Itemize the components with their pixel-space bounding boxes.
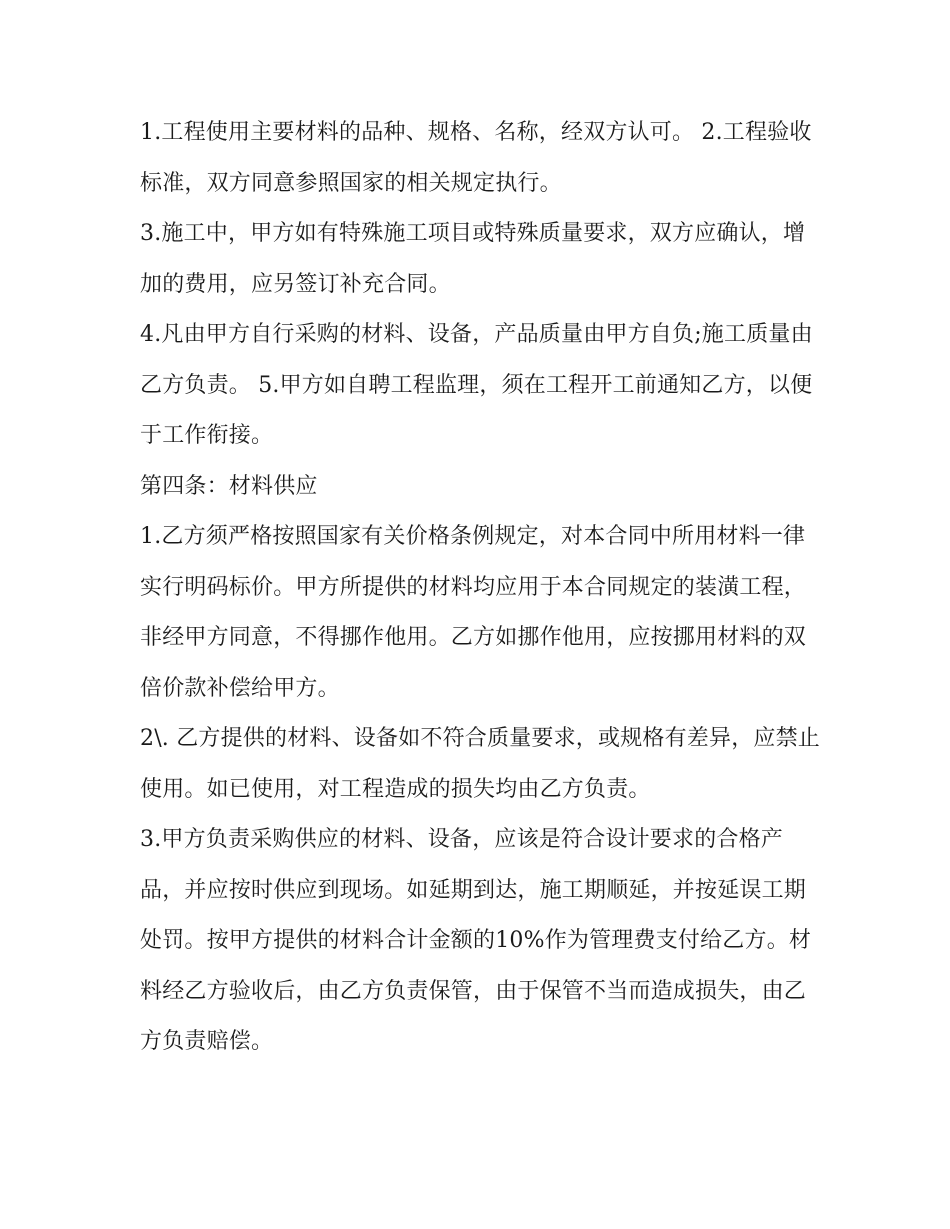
paragraph-clause-4-item-3: 3.甲方负责采购供应的材料、设备，应该是符合设计要求的合格产品，并应按时供应到现场。如延期到达，施工期顺延，并按延误工期处罚。按甲方提供的材料合计金额的10%作为管理费支付给乙方。材料经乙方验收后，由乙方负责保管，由于保管不当而造成损失，由乙方负责赔偿。	[140, 827, 812, 1054]
section-heading-article-4: 第四条：材料供应	[140, 473, 318, 499]
document-body	[140, 108, 820, 1068]
paragraph-clause-3-item-3: 3.施工中，甲方如有特殊施工项目或特殊质量要求，双方应确认，增加的费用，应另签订补充合同。	[140, 221, 806, 297]
paragraph-clause-4-item-1: 1.乙方须严格按照国家有关价格条例规定，对本合同中所用材料一律实行明码标价。甲方所提供的材料均应用于本合同规定的装潢工程，非经甲方同意，不得挪作他用。乙方如挪作他用，应按挪用材料的双倍价款补偿给甲方。	[140, 524, 807, 701]
paragraph-clause-4-item-2: 2\. 乙方提供的材料、设备如不符合质量要求，或规格有差异，应禁止使用。如已使用，对工程造成的损失均由乙方负责。	[140, 726, 820, 802]
paragraph-clause-3-items-1-2: 1.工程使用主要材料的品种、规格、名称，经双方认可。 2.工程验收标准，双方同意参照国家的相关规定执行。	[140, 120, 812, 196]
paragraph-clause-3-items-4-5: 4.凡由甲方自行采购的材料、设备，产品质量由甲方自负;施工质量由乙方负责。 5.甲方如自聘工程监理，须在工程开工前通知乙方，以便于工作衔接。	[140, 322, 813, 448]
